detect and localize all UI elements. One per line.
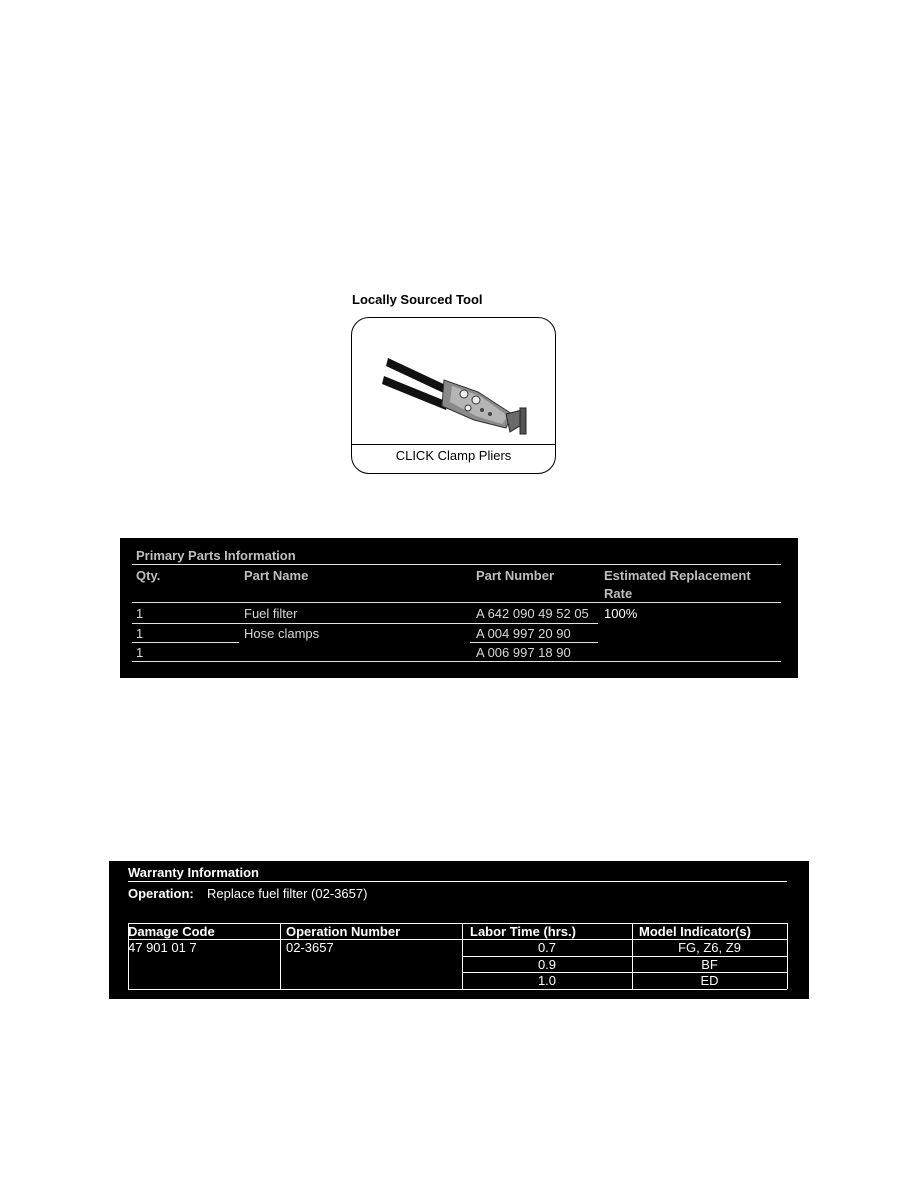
row3-qty: 1 [136, 645, 144, 660]
rate-header-line2: Rate [604, 586, 633, 601]
labor-time-row2: 0.9 [537, 957, 557, 972]
tool-card [351, 317, 556, 474]
row1-rule-name [239, 623, 598, 624]
grid-bottom [128, 989, 787, 990]
operation-label: Operation: [128, 886, 194, 901]
model-row1: FG, Z6, Z9 [678, 940, 741, 955]
row2-qty: 1 [136, 626, 144, 641]
parts-header-rule [132, 602, 781, 603]
row1-part-number: A 642 090 49 52 05 [476, 606, 589, 621]
operation-number-header: Operation Number [286, 924, 401, 939]
operation-number-value: 02-3657 [286, 940, 334, 955]
grid-col4 [787, 923, 788, 989]
row1-rate: 100% [604, 606, 638, 621]
tool-divider [352, 444, 555, 445]
warranty-title-rule [128, 881, 787, 882]
tool-caption: CLICK Clamp Pliers [395, 448, 512, 463]
row2-rule-number [470, 642, 598, 643]
row1-qty: 1 [136, 606, 144, 621]
row2-part-name: Hose clamps [244, 626, 320, 641]
model-row3: ED [700, 973, 719, 988]
warranty-table [109, 861, 809, 999]
model-row2: BF [701, 957, 718, 972]
parts-title-rule [132, 564, 781, 565]
labor-time-header: Labor Time (hrs.) [470, 924, 576, 939]
row2-part-number: A 004 997 20 90 [476, 626, 571, 641]
labor-time-row3: 1.0 [537, 973, 557, 988]
operation-value: Replace fuel filter (02-3657) [207, 886, 368, 901]
part-number-header: Part Number [476, 568, 555, 583]
parts-bottom-rule [132, 661, 781, 662]
primary-parts-table [120, 538, 798, 678]
part-name-header: Part Name [244, 568, 309, 583]
qty-header: Qty. [136, 568, 161, 583]
model-indicator-header: Model Indicator(s) [639, 924, 751, 939]
rate-header-line1: Estimated Replacement [604, 568, 751, 583]
tool-heading: Locally Sourced Tool [352, 292, 483, 307]
row3-part-number: A 006 997 18 90 [476, 645, 571, 660]
grid-col1 [280, 923, 281, 989]
row1-rule-qty [132, 623, 239, 624]
parts-title: Primary Parts Information [136, 548, 296, 563]
damage-code-header: Damage Code [128, 924, 215, 939]
labor-time-row1: 0.7 [537, 940, 557, 955]
row1-part-name: Fuel filter [244, 606, 298, 621]
row2-rule-qty [132, 642, 239, 643]
clamp-pliers-icon [382, 336, 532, 444]
warranty-title: Warranty Information [128, 865, 259, 880]
damage-code-value: 47 901 01 7 [128, 940, 197, 955]
